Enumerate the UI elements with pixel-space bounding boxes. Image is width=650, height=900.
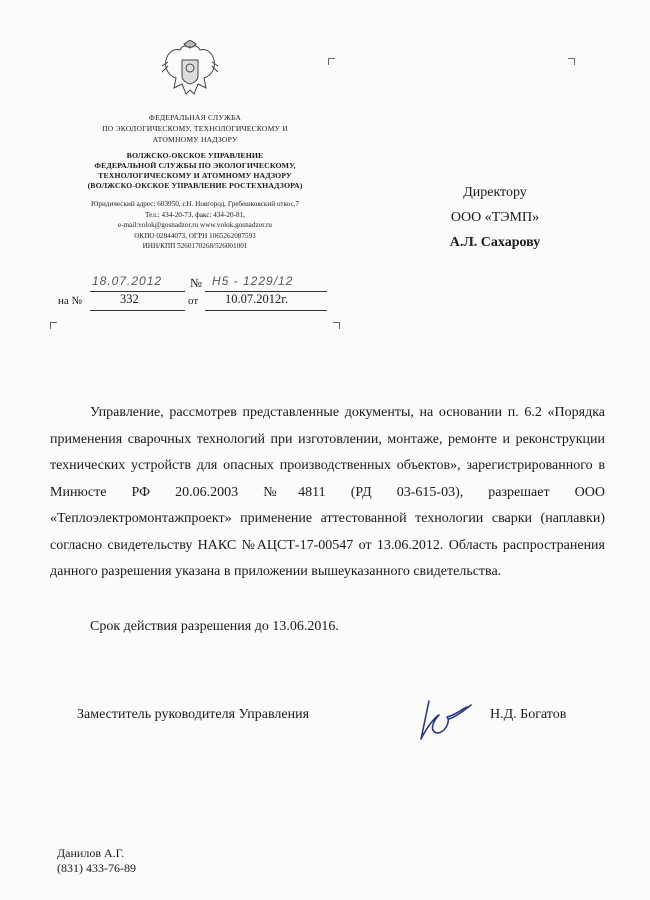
corner-mark-mid-left: [50, 322, 57, 329]
outgoing-number-label: №: [190, 276, 202, 290]
agency-line: АТОМНОМУ НАДЗОРУ: [152, 135, 238, 144]
reference-number-line: [90, 310, 185, 311]
corner-mark-top-right: [568, 58, 575, 65]
coat-of-arms-icon: [160, 40, 220, 102]
outgoing-date: 18.07.2012: [92, 274, 163, 288]
reference-date: 10.07.2012г.: [225, 292, 289, 306]
executor-phone: (831) 433-76-89: [57, 861, 136, 875]
department-line: ТЕХНОЛОГИЧЕСКОМУ И АТОМНОМУ НАДЗОРУ: [98, 171, 292, 180]
okpo-ogrn: ОКПО 02844073, ОГРН 1065262087593: [134, 231, 256, 240]
agency-line: ПО ЭКОЛОГИЧЕСКОМУ, ТЕХНОЛОГИЧЕСКОМУ И: [102, 124, 288, 133]
agency-line: ФЕДЕРАЛЬНАЯ СЛУЖБА: [148, 113, 242, 122]
department-line: ВОЛЖСКО-ОКСКОЕ УПРАВЛЕНИЕ: [126, 151, 264, 160]
reference-from-label: от: [188, 295, 199, 307]
executor-block: [57, 846, 136, 876]
reference-number: 332: [120, 292, 139, 306]
inn-kpp: ИНН/КПП 5260170268/526001001: [142, 242, 248, 250]
email-website: e-mail:volok@gosnadzor.ru www.volok.gosnadzor.ru: [117, 221, 273, 229]
addressee-name: А.Л. Сахарову: [449, 235, 541, 250]
reference-date-line: [205, 310, 327, 311]
addressee-block: [395, 180, 595, 255]
signatory-name: Н.Д. Богатов: [490, 707, 567, 722]
agency-name: [50, 112, 340, 145]
executor-name: Данилов А.Г.: [57, 846, 125, 860]
legal-address: Юридический адрес: 603950, г.Н. Новгород, Гребешковский откос,7: [90, 200, 300, 208]
body-paragraph: Управление, рассмотрев представленные документы, на основании п. 6.2 «Порядка применения сварочных технологий при изготовлении, монтаже, ремонте и реконструкции технических устройств для опасных производственных объектов», зарегистрированного в Минюсте РФ 20.06.2003 №4811 (РД 03-615-03), разрешает ООО «Теплоэлектромонтажпроект» применение аттестованной технологии сварки (наплавки) согласно свидетельству НАКС №АЦСТ-17-00547 от 13.06.2012. Область распространения данного разрешения указана в приложении вышеуказанного свидетельства.: [50, 405, 605, 579]
addressee-position: Директору: [463, 185, 527, 200]
department-line: (ВОЛЖСКО-ОКСКОЕ УПРАВЛЕНИЕ РОСТЕХНАДЗОРА): [87, 181, 303, 190]
department-name: [50, 151, 340, 191]
addressee-company: ООО «ТЭМП»: [450, 210, 540, 225]
corner-mark-top-left: [328, 58, 335, 65]
sender-block: [50, 112, 340, 252]
sender-contacts: [50, 199, 340, 252]
letter-body: [50, 400, 605, 586]
handwritten-signature: [415, 693, 475, 743]
signatory-title: Заместитель руководителя Управления: [77, 707, 310, 722]
phone-fax: Тел.: 434-20-73, факс: 434-20-81,: [145, 210, 245, 219]
outgoing-number: Н5 - 1229/12: [212, 274, 294, 288]
reference-label: на №: [58, 295, 83, 307]
department-line: ФЕДЕРАЛЬНОЙ СЛУЖБЫ ПО ЭКОЛОГИЧЕСКОМУ,: [94, 161, 296, 170]
corner-mark-mid-right: [333, 322, 340, 329]
validity-statement: Срок действия разрешения до 13.06.2016.: [90, 619, 339, 634]
